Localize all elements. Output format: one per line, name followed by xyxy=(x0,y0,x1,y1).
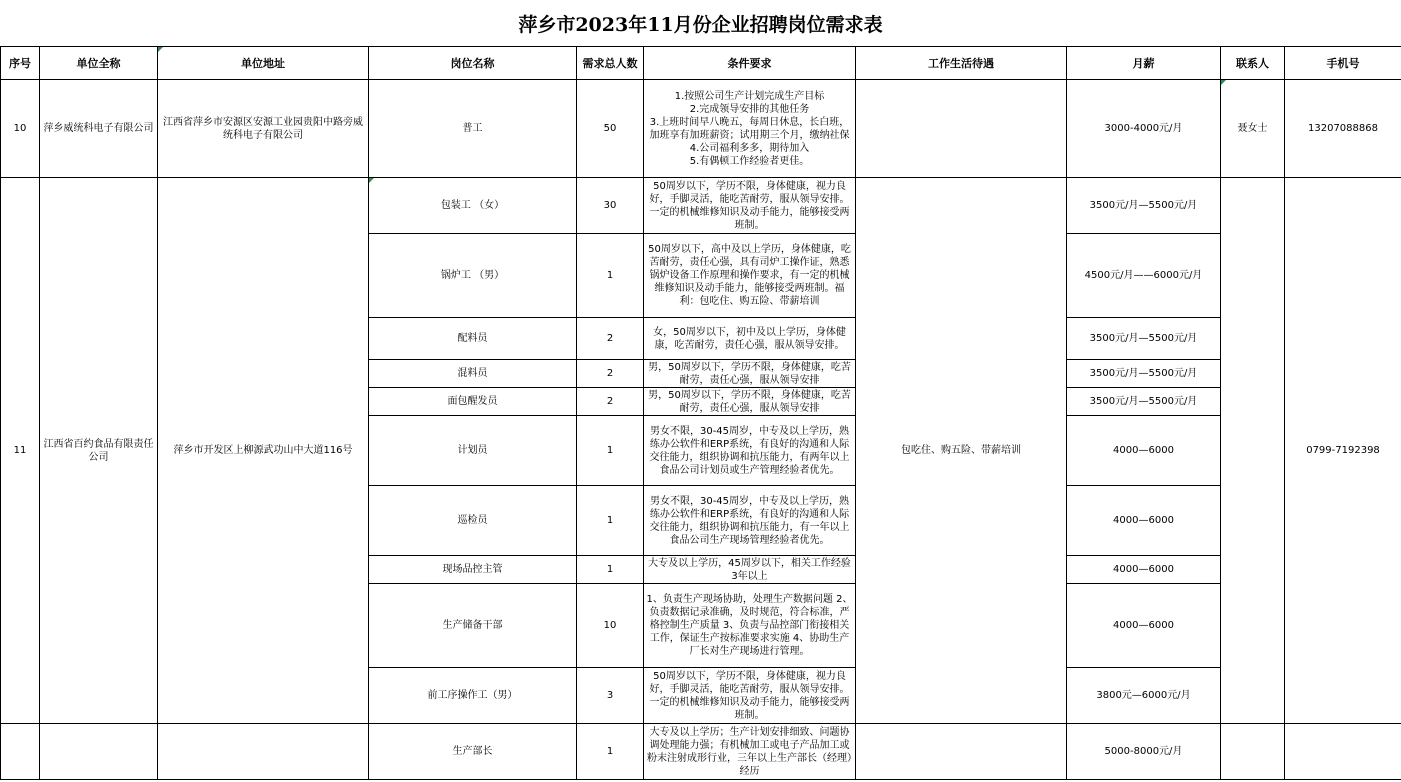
cell-salary[interactable]: 4000—6000 xyxy=(1067,556,1221,584)
cell-count[interactable]: 2 xyxy=(577,388,644,416)
cell-salary[interactable]: 3000-4000元/月 xyxy=(1067,80,1221,178)
cell-company[interactable]: 萍乡威统科电子有限公司 xyxy=(40,80,158,178)
cell-salary[interactable]: 3500元/月—5500元/月 xyxy=(1067,388,1221,416)
cell-position[interactable]: 普工 xyxy=(369,80,577,178)
cell-benefits[interactable] xyxy=(856,80,1067,178)
header-count[interactable]: 需求总人数 xyxy=(577,47,644,80)
cell-salary[interactable]: 3500元/月—5500元/月 xyxy=(1067,318,1221,360)
header-row xyxy=(1,47,1401,80)
cell-position[interactable]: 生产储备干部 xyxy=(369,584,577,668)
cell-requirements[interactable]: 男，50周岁以下，学历不限，身体健康，吃苦耐劳，责任心强，服从领导安排 xyxy=(644,360,856,388)
cell-position[interactable]: 巡检员 xyxy=(369,486,577,556)
cell-position[interactable]: 面包醒发员 xyxy=(369,388,577,416)
cell-phone[interactable]: 0799-7192398 xyxy=(1285,178,1401,724)
cell-requirements[interactable]: 50周岁以下，高中及以上学历，身体健康，吃苦耐劳，责任心强，具有司炉工操作证，熟悉锅炉设备工作原理和操作要求，有一定的机械维修知识及动手能力，能够接受两班制。福利：包吃住、购五险、带薪培训 xyxy=(644,234,856,318)
cell-count[interactable]: 1 xyxy=(577,416,644,486)
cell-position[interactable]: 包装工 （女） xyxy=(369,178,577,234)
cell-address[interactable] xyxy=(158,724,369,780)
cell-requirements[interactable]: 50周岁以下，学历不限，身体健康，视力良好，手脚灵活，能吃苦耐劳，服从领导安排。一定的机械维修知识及动手能力，能够接受两班制。 xyxy=(644,668,856,724)
req-line: 1.按照公司生产计划完成生产目标 xyxy=(674,90,825,102)
cell-count[interactable]: 2 xyxy=(577,318,644,360)
cell-count[interactable]: 50 xyxy=(577,80,644,178)
cell-count[interactable]: 3 xyxy=(577,668,644,724)
cell-count[interactable]: 10 xyxy=(577,584,644,668)
cell-salary[interactable]: 4000—6000 xyxy=(1067,416,1221,486)
cell-position[interactable]: 配料员 xyxy=(369,318,577,360)
header-company[interactable]: 单位全称 xyxy=(40,47,158,80)
cell-requirements[interactable]: 50周岁以下，学历不限，身体健康，视力良好，手脚灵活，能吃苦耐劳，服从领导安排。一定的机械维修知识及动手能力，能够接受两班制。 xyxy=(644,178,856,234)
cell-count[interactable]: 30 xyxy=(577,178,644,234)
cell-count[interactable]: 1 xyxy=(577,234,644,318)
cell-benefits[interactable]: 包吃住、购五险、带薪培训 xyxy=(856,178,1067,724)
req-line: 5.有偶顿工作经验者更佳。 xyxy=(689,155,810,167)
cell-contact[interactable] xyxy=(1221,178,1285,724)
cell-requirements[interactable]: 男女不限，30-45周岁，中专及以上学历，熟练办公软件和ERP系统，有良好的沟通和人际交往能力，组织协调和抗压能力，有两年以上食品公司计划员或生产管理经验者优先。 xyxy=(644,416,856,486)
header-salary[interactable]: 月薪 xyxy=(1067,47,1221,80)
cell-count[interactable]: 1 xyxy=(577,724,644,780)
header-seq[interactable]: 序号 xyxy=(1,47,40,80)
cell-requirements[interactable]: 男女不限，30-45周岁，中专及以上学历，熟练办公软件和ERP系统，有良好的沟通和人际交往能力，组织协调和抗压能力，有一年以上食品公司生产现场管理经验者优先。 xyxy=(644,486,856,556)
cell-count[interactable]: 2 xyxy=(577,360,644,388)
cell-phone[interactable]: 13207088868 xyxy=(1285,80,1401,178)
header-benefits[interactable]: 工作生活待遇 xyxy=(856,47,1067,80)
cell-seq[interactable]: 10 xyxy=(1,80,40,178)
cell-salary[interactable]: 4000—6000 xyxy=(1067,486,1221,556)
cell-requirements[interactable]: 大专及以上学历；生产计划安排细致、问题协调处理能力强；有机械加工或电子产品加工或粉末注射成形行业，三年以上生产部长（经理）经历 xyxy=(644,724,856,780)
table-row xyxy=(1,724,1401,780)
cell-phone[interactable] xyxy=(1285,724,1401,780)
req-line: 4.公司福利多多，期待加入 xyxy=(689,142,810,154)
header-phone[interactable]: 手机号 xyxy=(1285,47,1401,80)
sheet-title: 萍乡市2023年11月份企业招聘岗位需求表 xyxy=(518,13,883,36)
cell-salary[interactable]: 4000—6000 xyxy=(1067,584,1221,668)
cell-requirements[interactable]: 男，50周岁以下，学历不限，身体健康，吃苦耐劳，责任心强，服从领导安排 xyxy=(644,388,856,416)
cell-position[interactable]: 生产部长 xyxy=(369,724,577,780)
cell-salary[interactable]: 3500元/月—5500元/月 xyxy=(1067,178,1221,234)
header-contact[interactable]: 联系人 xyxy=(1221,47,1285,80)
cell-count[interactable]: 1 xyxy=(577,486,644,556)
cell-position[interactable]: 现场品控主管 xyxy=(369,556,577,584)
cell-requirements[interactable] xyxy=(644,80,856,178)
cell-benefits[interactable] xyxy=(856,724,1067,780)
cell-position[interactable]: 前工序操作工（男） xyxy=(369,668,577,724)
cell-position[interactable]: 锅炉工 （男） xyxy=(369,234,577,318)
cell-position[interactable]: 混料员 xyxy=(369,360,577,388)
cell-salary[interactable]: 5000-8000元/月 xyxy=(1067,724,1221,780)
cell-company[interactable] xyxy=(40,724,158,780)
header-requirements[interactable]: 条件要求 xyxy=(644,47,856,80)
cell-requirements[interactable]: 1、负责生产现场协助，处理生产数据问题 2、负责数据记录准确，及时规范，符合标准，严格控制生产质量 3、负责与品控部门衔接相关工作，保证生产按标准要求实施 4、协助生产厂长对生产现场进行管理。 xyxy=(644,584,856,668)
cell-position[interactable]: 计划员 xyxy=(369,416,577,486)
cell-salary[interactable]: 3800元—6000元/月 xyxy=(1067,668,1221,724)
cell-address[interactable]: 江西省萍乡市安源区安源工业园贵阳中路旁威统科电子有限公司 xyxy=(158,80,369,178)
cell-salary[interactable]: 4500元/月——6000元/月 xyxy=(1067,234,1221,318)
cell-contact[interactable] xyxy=(1221,724,1285,780)
header-position[interactable]: 岗位名称 xyxy=(369,47,577,80)
cell-company[interactable]: 江西省百约食品有限责任公司 xyxy=(40,178,158,724)
cell-contact[interactable]: 聂女士 xyxy=(1221,80,1285,178)
table-row xyxy=(1,178,1401,234)
table-row xyxy=(1,80,1401,178)
cell-address[interactable]: 萍乡市开发区上柳源武功山中大道116号 xyxy=(158,178,369,724)
req-line: 2.完成领导安排的其他任务 xyxy=(689,103,810,115)
cell-requirements[interactable]: 大专及以上学历，45周岁以下，相关工作经验3年以上 xyxy=(644,556,856,584)
cell-seq[interactable]: 11 xyxy=(1,178,40,724)
cell-salary[interactable]: 3500元/月—5500元/月 xyxy=(1067,360,1221,388)
cell-count[interactable]: 1 xyxy=(577,556,644,584)
recruitment-table xyxy=(0,46,1401,780)
header-address[interactable]: 单位地址 xyxy=(158,47,369,80)
req-line: 3.上班时间早八晚五，每周日休息，长白班，加班享有加班薪资；试用期三个月，缴纳社保 xyxy=(649,116,850,141)
cell-requirements[interactable]: 女，50周岁以下，初中及以上学历，身体健康，吃苦耐劳，责任心强，服从领导安排。 xyxy=(644,318,856,360)
cell-seq[interactable] xyxy=(1,724,40,780)
